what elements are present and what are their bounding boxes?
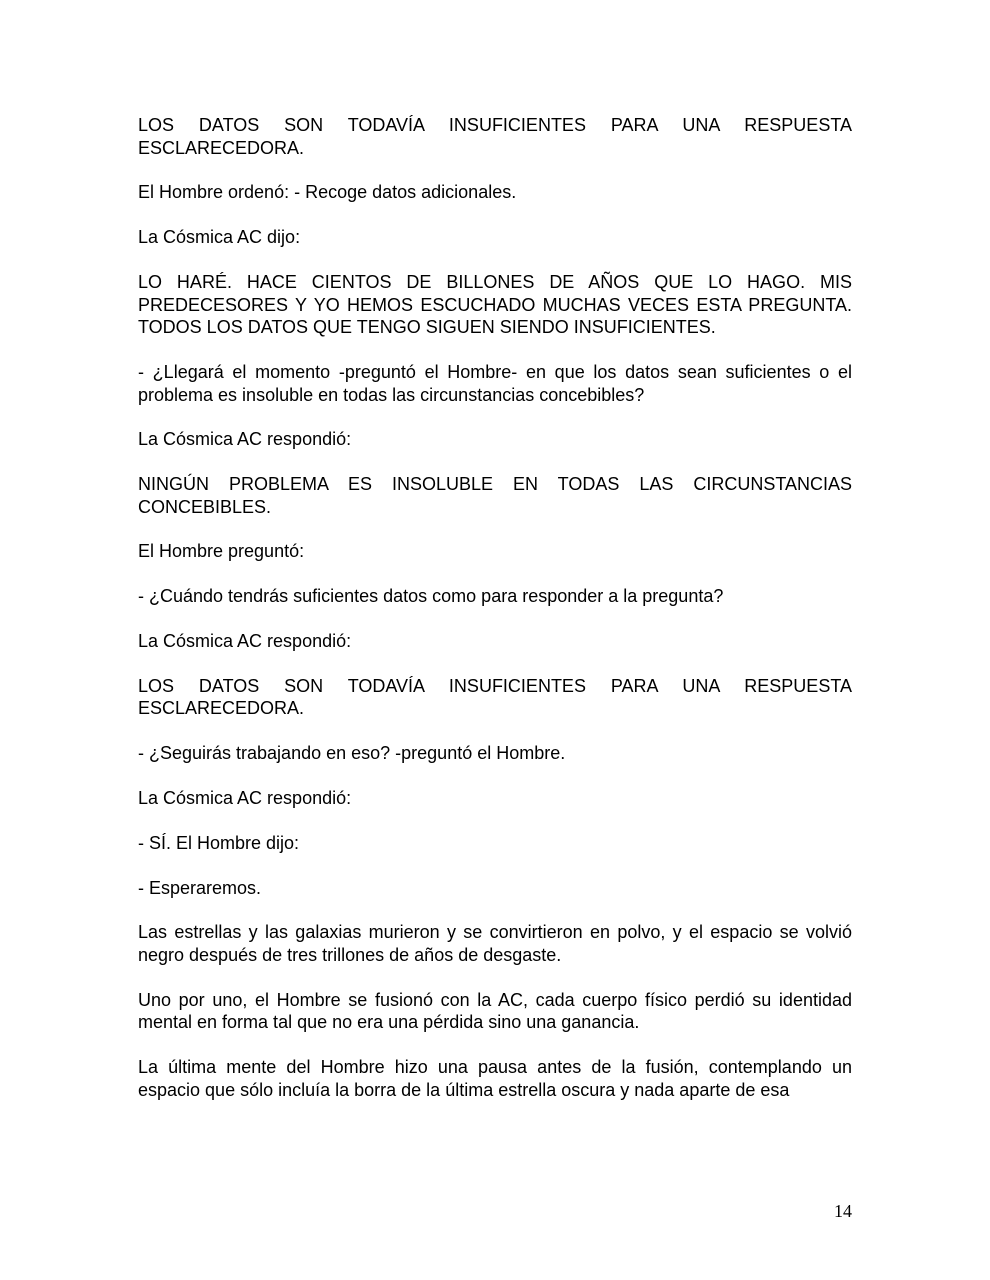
page-number: 14	[834, 1201, 852, 1221]
paragraph-8: El Hombre preguntó:	[138, 541, 305, 562]
paragraph-1: LOS DATOS SON TODAVÍA INSUFICIENTES PARA UNA RESPUESTA ESCLARECEDORA.	[138, 115, 852, 158]
paragraph-2: El Hombre ordenó: - Recoge datos adicionales.	[138, 182, 517, 203]
paragraph-3: La Cósmica AC dijo:	[138, 227, 301, 248]
paragraph-4: LO HARÉ. HACE CIENTOS DE BILLONES DE AÑOS QUE LO HAGO. MIS PREDECESORES Y YO HEMOS ESCUCHADO MUCHAS VECES ESTA PREGUNTA. TODOS LOS DATOS QUE TENGO SIGUEN SIENDO INSUFICIENTES.	[138, 271, 852, 338]
paragraph-11: LOS DATOS SON TODAVÍA INSUFICIENTES PARA UNA RESPUESTA ESCLARECEDORA.	[138, 675, 852, 719]
paragraph-9: - ¿Cuándo tendrás suficientes datos como para responder a la pregunta?	[138, 586, 724, 607]
paragraph-17: Uno por uno, el Hombre se fusionó con la AC, cada cuerpo físico perdió su identidad mental en forma tal que no era una pérdida sino una ganancia.	[138, 989, 852, 1033]
paragraph-16: Las estrellas y las galaxias murieron y se convirtieron en polvo, y el espacio se volvió negro después de tres trillones de años de desgaste.	[138, 922, 852, 965]
paragraph-15: - Esperaremos.	[138, 877, 262, 898]
paragraph-6: La Cósmica AC respondió:	[138, 429, 352, 450]
paragraph-5: - ¿Llegará el momento -preguntó el Hombre- en que los datos sean suficientes o el problema es insoluble en todas las circunstancias concebibles?	[138, 361, 852, 405]
paragraph-13: La Cósmica AC respondió:	[138, 787, 352, 808]
paragraph-7: NINGÚN PROBLEMA ES INSOLUBLE EN TODAS LAS CIRCUNSTANCIAS CONCEBIBLES.	[138, 474, 852, 517]
paragraph-18: La última mente del Hombre hizo una pausa antes de la fusión, contemplando un espacio que sólo incluía la borra de la última estrella oscura y nada aparte de esa	[138, 1057, 852, 1100]
paragraph-14: - SÍ. El Hombre dijo:	[138, 832, 300, 853]
paragraph-12: - ¿Seguirás trabajando en eso? -preguntó el Hombre.	[138, 743, 566, 764]
page-body	[138, 114, 852, 1101]
paragraph-10: La Cósmica AC respondió:	[138, 631, 352, 651]
